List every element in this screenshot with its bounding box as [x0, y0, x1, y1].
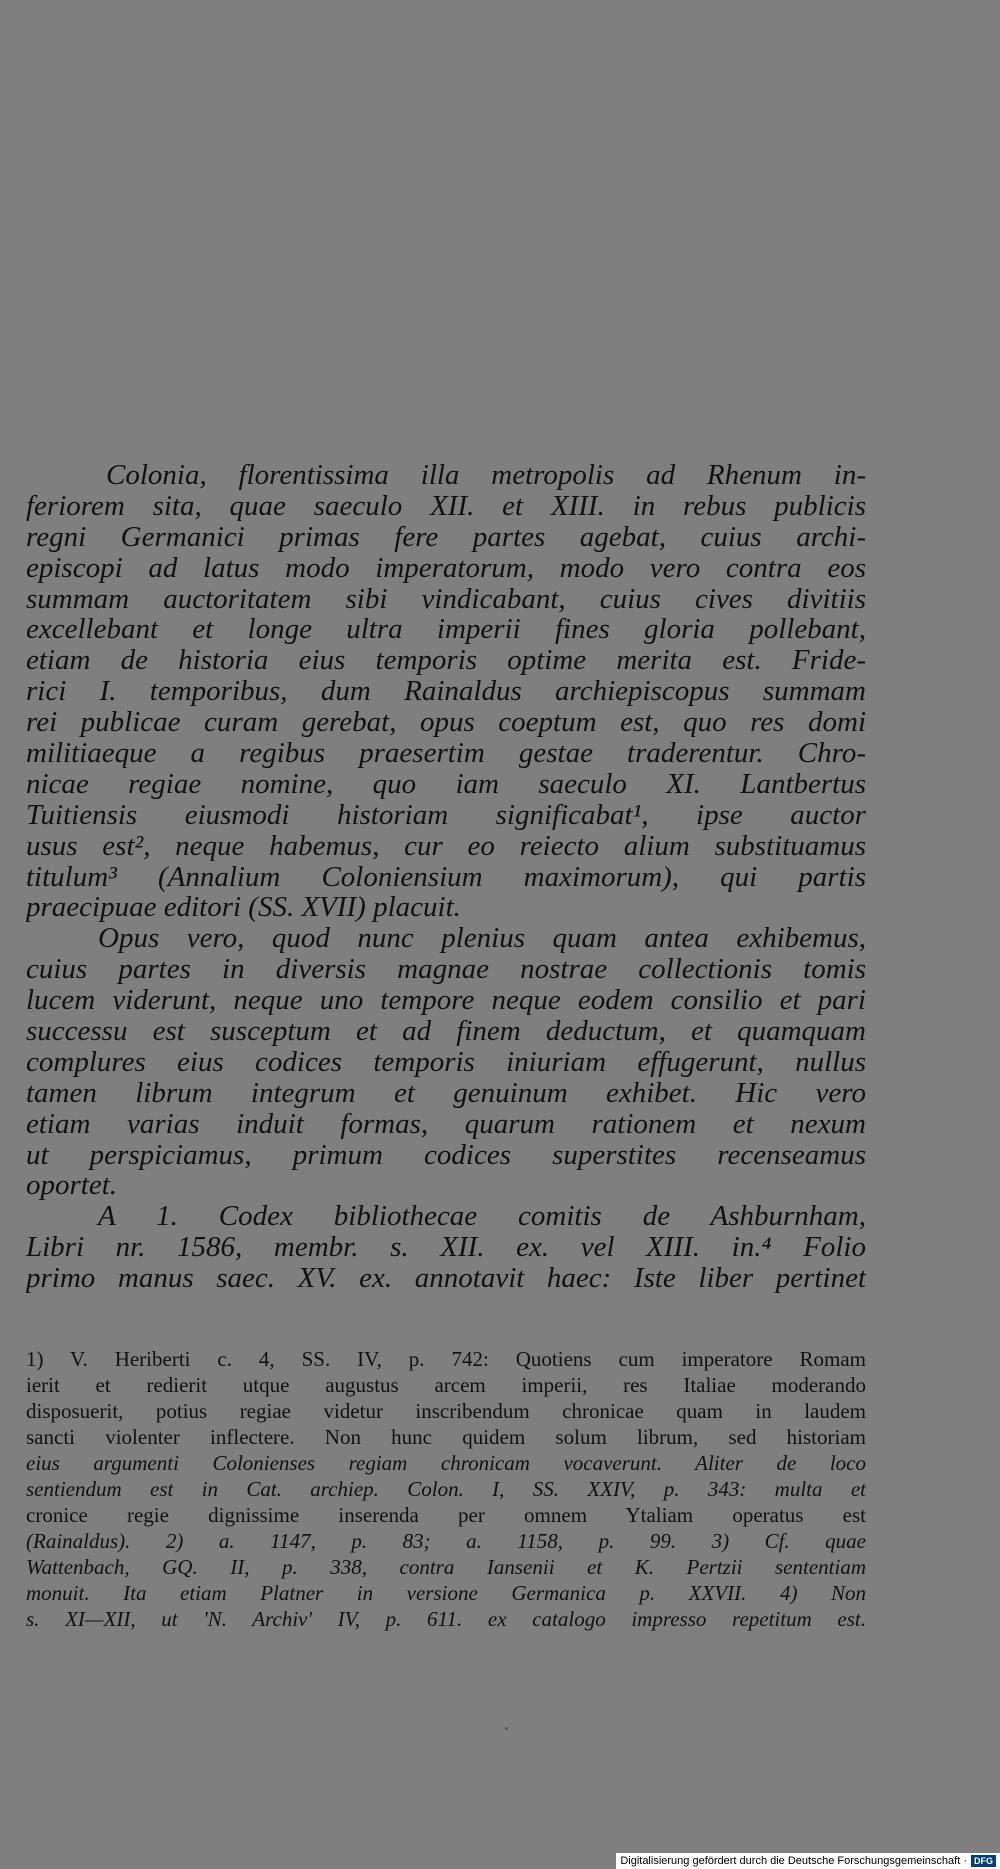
footnote-line: disposuerit, potius regiae videtur inscribendum chronicae quam in laudem — [26, 1399, 866, 1423]
footnote-line: s. XI—XII, ut 'N. Archiv' IV, p. 611. ex catalogo impresso repetitum est. — [26, 1607, 866, 1631]
footnote-line: (Rainaldus). 2) a. 1147, p. 83; a. 1158, p. 99. 3) Cf. quae — [26, 1529, 866, 1553]
main-line: etiam varias induit formas, quarum rationem et nexum — [26, 1108, 866, 1140]
footnote-line: eius argumenti Colonienses regiam chronicam vocaverunt. Aliter de loco — [26, 1451, 866, 1475]
main-line: Libri nr. 1586, membr. s. XII. ex. vel XIII. in.⁴ Folio — [26, 1232, 866, 1264]
main-line: rei publicae curam gerebat, opus coeptum est, quo res domi — [26, 707, 866, 739]
footnote-line: sancti violenter inflectere. Non hunc quidem solum librum, sed historiam — [26, 1425, 866, 1449]
main-line: primo manus saec. XV. ex. annotavit haec: Iste liber pertinet — [26, 1263, 866, 1295]
main-line: praecipuae editori (SS. XVII) placuit. — [26, 892, 461, 924]
main-line: tamen librum integrum et genuinum exhibet. Hic vero — [26, 1077, 866, 1109]
main-line: Colonia, florentissima illa metropolis ad Rhenum in- — [106, 460, 866, 491]
main-line: etiam de historia eius temporis optime merita est. Fride- — [26, 645, 866, 677]
main-line: militiaeque a regibus praesertim gestae traderentur. Chro- — [26, 738, 866, 769]
main-line: Tuitiensis eiusmodi historiam significabat¹, ipse auctor — [26, 799, 866, 831]
dfg-logo-icon: DFG — [971, 1855, 996, 1867]
main-line: titulum³ (Annalium Coloniensium maximorum), qui partis — [26, 861, 866, 893]
footnote-line: Wattenbach, GQ. II, p. 338, contra Iansenii et K. Pertzii sententiam — [26, 1555, 866, 1579]
main-line: complures eius codices temporis iniuriam effugerunt, nullus — [26, 1046, 866, 1078]
main-line: A 1. Codex bibliothecae comitis de Ashburnham, — [98, 1201, 866, 1233]
main-line: nicae regiae nomine, quo iam saeculo XI. Lantbertus — [26, 768, 866, 800]
main-line: regni Germanici primas fere partes agebat, cuius archi- — [26, 521, 866, 553]
main-line: rici I. temporibus, dum Rainaldus archiepiscopus summam — [26, 676, 866, 708]
footnote-line: sentiendum est in Cat. archiep. Colon. I, SS. XXIV, p. 343: multa et — [26, 1477, 866, 1501]
footnotes-block — [26, 1346, 866, 1632]
main-line: feriorem sita, quae saeculo XII. et XIII. in rebus publicis — [26, 490, 866, 522]
main-line: usus est², neque habemus, cur eo reiecto alium substituamus — [26, 830, 866, 862]
main-text-block — [26, 460, 866, 1294]
main-line: successu est susceptum et ad finem deductum, et quamquam — [26, 1016, 866, 1047]
speck — [505, 1727, 508, 1730]
credit-text: Digitalisierung gefördert durch die Deutsche Forschungsgemeinschaft · — [620, 1855, 967, 1867]
main-line: ut perspiciamus, primum codices superstites recenseamus — [26, 1139, 866, 1171]
main-line: cuius partes in diversis magnae nostrae collectionis tomis — [26, 954, 866, 986]
main-line: lucem viderunt, neque uno tempore neque eodem consilio et pari — [26, 985, 866, 1017]
footnote-line: 1) V. Heriberti c. 4, SS. IV, p. 742: Quotiens cum imperatore Romam — [26, 1347, 866, 1371]
main-line: episcopi ad latus modo imperatorum, modo vero contra eos — [26, 552, 866, 584]
main-line: Opus vero, quod nunc plenius quam antea exhibemus, — [98, 923, 866, 955]
main-line: oportet. — [26, 1170, 118, 1202]
main-line: excellebant et longe ultra imperii fines gloria pollebant, — [26, 614, 866, 646]
footnote-line: ierit et redierit utque augustus arcem imperii, res Italiae moderando — [26, 1373, 866, 1397]
footnote-line: cronice regie dignissime inserenda per omnem Ytaliam operatus est — [26, 1503, 866, 1527]
footnote-line: monuit. Ita etiam Platner in versione Germanica p. XXVII. 4) Non — [26, 1581, 866, 1605]
main-line: summam auctoritatem sibi vindicabant, cuius cives divitiis — [26, 583, 866, 615]
digitization-credit — [616, 1853, 1000, 1869]
